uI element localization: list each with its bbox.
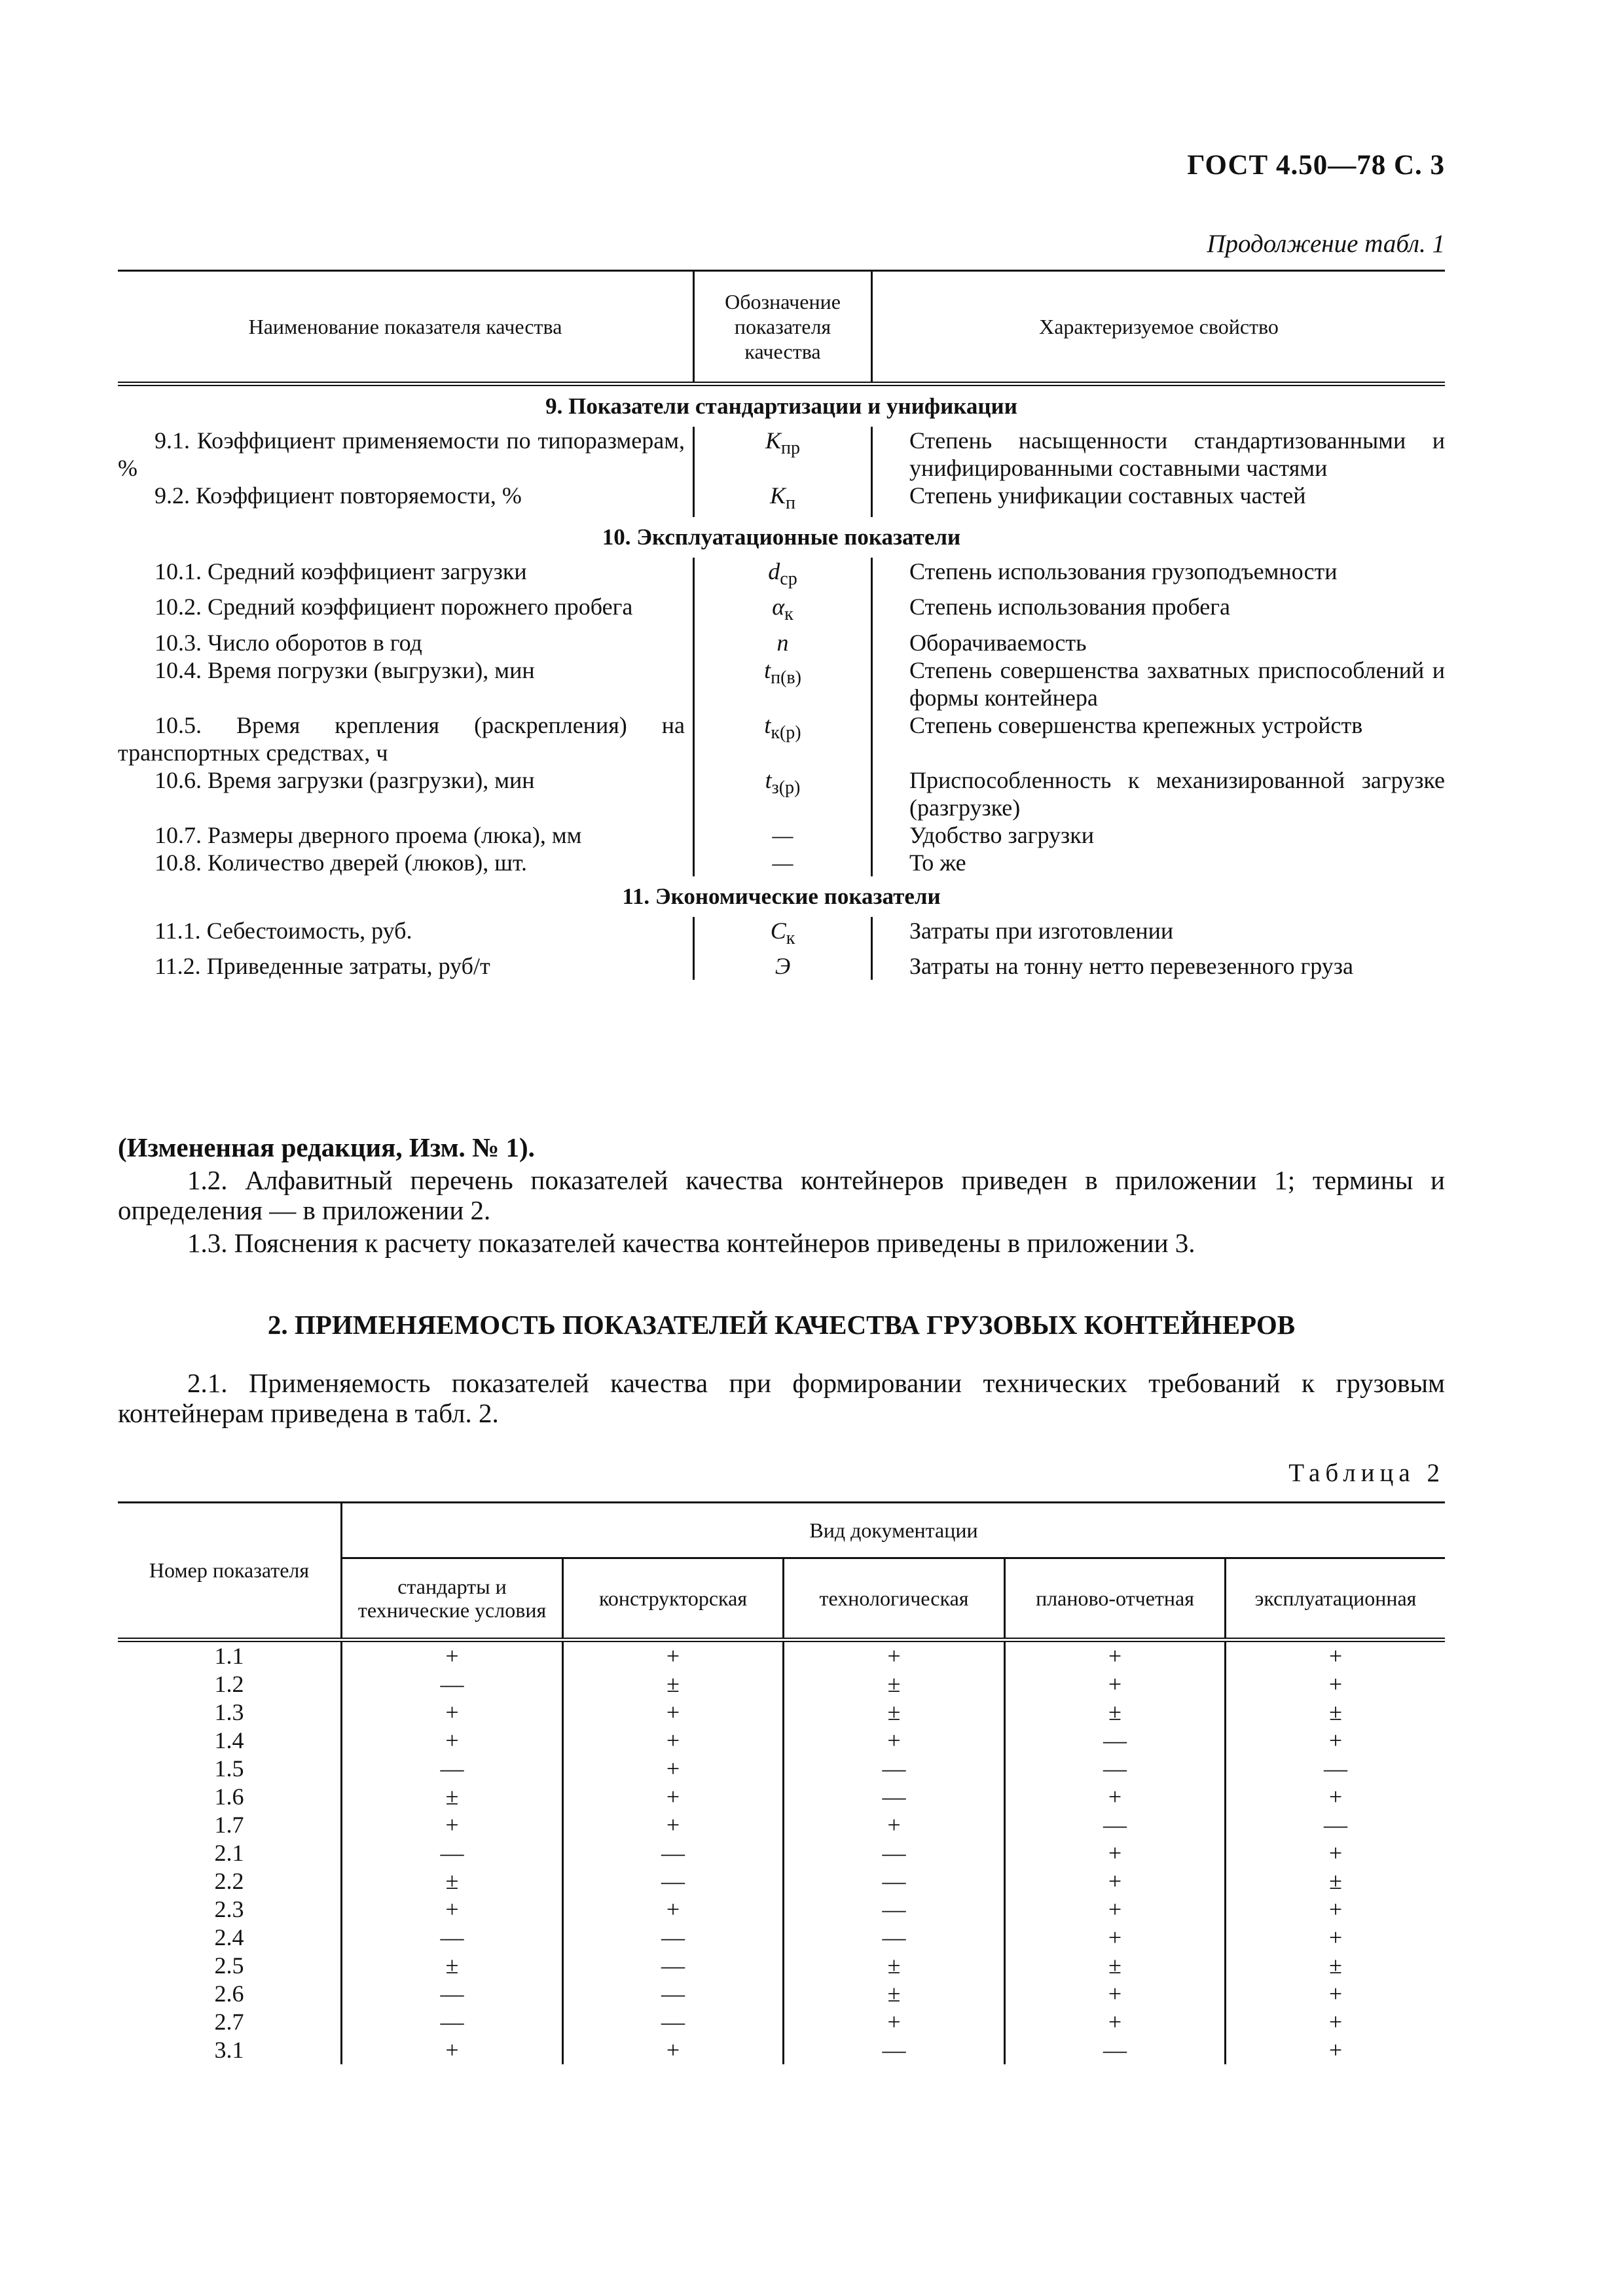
indicator-name: 10.3. Число оборотов в год (155, 629, 422, 656)
applicability-cell: + (1224, 1670, 1445, 1698)
applicability-cell: + (340, 1811, 562, 1839)
indicator-name: 11.1. Себестоимость, руб. (155, 917, 412, 944)
header-name: Наименование показателя качества (248, 315, 562, 338)
applicability-cell: + (1004, 1642, 1224, 1670)
applicability-cell: — (1224, 1755, 1445, 1783)
section-heading: 9. Показатели стандартизации и унификации (545, 393, 1017, 419)
applicability-cell: + (562, 1642, 782, 1670)
header-property: Характеризуемое свойство (1039, 315, 1279, 338)
paragraph-2-1: 2.1. Применяемость показателей качества при формировании технических требований к грузовым контейнерам приведена в табл. 2. (118, 1368, 1445, 1428)
table-row (118, 1895, 1445, 1924)
applicability-cell: ± (782, 1670, 1004, 1698)
header-col-design: конструкторская (562, 1559, 782, 1638)
indicator-symbol (693, 821, 873, 849)
indicator-property: Оборачиваемость (909, 629, 1087, 656)
applicability-cell: + (1224, 2036, 1445, 2064)
symbol-subscript: к(р) (771, 722, 801, 743)
table-1-header (118, 270, 1445, 386)
indicator-name: 10.8. Количество дверей (люков), шт. (155, 849, 527, 876)
symbol-main: d (768, 558, 780, 585)
indicator-symbol (693, 917, 873, 952)
indicator-property: Степень использования грузоподъемности (909, 558, 1338, 585)
indicator-name: 10.2. Средний коэффициент порожнего пробега (155, 594, 633, 620)
indicator-property: Степень совершенства крепежных устройств (909, 711, 1363, 738)
applicability-cell: + (1004, 1895, 1224, 1924)
table-row (118, 593, 1445, 628)
table-row (118, 952, 1445, 980)
indicator-property: Удобство загрузки (909, 821, 1095, 848)
indicator-symbol (693, 558, 873, 593)
applicability-cell: — (562, 1980, 782, 2008)
table-row (118, 766, 1445, 821)
applicability-cell: + (1224, 1783, 1445, 1811)
symbol-main: α (772, 594, 785, 620)
indicator-number: 1.1 (214, 1643, 244, 1669)
applicability-cell: ± (1224, 1952, 1445, 1980)
header-col-standards: стандарты и технические условия (340, 1559, 562, 1638)
symbol-subscript: ср (780, 569, 797, 590)
table-row (118, 2008, 1445, 2036)
symbol-main: t (764, 711, 771, 738)
applicability-cell: + (782, 1727, 1004, 1755)
applicability-cell: + (340, 1727, 562, 1755)
table-1-body (118, 386, 1445, 980)
applicability-cell: — (340, 2008, 562, 2036)
applicability-cell: — (340, 1670, 562, 1698)
applicability-cell: + (1004, 1980, 1224, 2008)
symbol-subscript: п(в) (771, 667, 801, 688)
indicator-name: 9.1. Коэффициент применяемости по типоразмерам, % (118, 427, 685, 481)
table-row (118, 558, 1445, 593)
indicator-number: 1.5 (214, 1755, 244, 1782)
paragraph-1-2: 1.2. Алфавитный перечень показателей качества контейнеров приведен в приложении 1; термины и определения — в приложении 2. (118, 1165, 1445, 1225)
applicability-cell: + (562, 1755, 782, 1783)
indicator-symbol (693, 952, 873, 980)
indicator-property: Степень совершенства захватных приспособлений и формы контейнера (909, 656, 1445, 711)
applicability-cell: ± (782, 1698, 1004, 1727)
applicability-cell: + (1004, 2008, 1224, 2036)
applicability-cell: ± (1004, 1952, 1224, 1980)
applicability-cell: + (1004, 1839, 1224, 1867)
applicability-cell: ± (340, 1867, 562, 1895)
applicability-cell: + (1224, 1839, 1445, 1867)
applicability-cell: + (562, 1811, 782, 1839)
applicability-cell: — (782, 1924, 1004, 1952)
indicator-symbol (693, 629, 873, 656)
applicability-cell: + (562, 1727, 782, 1755)
applicability-cell: — (562, 2008, 782, 2036)
applicability-cell: + (1224, 1642, 1445, 1670)
table-continuation-label: Продолжение табл. 1 (1207, 230, 1445, 258)
table-row (118, 1670, 1445, 1698)
applicability-cell: — (562, 1924, 782, 1952)
applicability-cell: + (340, 1895, 562, 1924)
indicator-number: 2.1 (214, 1840, 244, 1866)
indicator-name: 11.2. Приведенные затраты, руб/т (155, 952, 490, 979)
symbol-main: Э (775, 952, 791, 979)
indicator-symbol (693, 849, 873, 876)
indicator-number: 2.4 (214, 1924, 244, 1950)
applicability-cell: — (340, 1839, 562, 1867)
symbol-main: n (776, 629, 789, 656)
applicability-cell: + (1004, 1924, 1224, 1952)
symbol-subscript: пр (781, 438, 800, 459)
symbol-main: t (765, 766, 772, 793)
indicator-symbol (693, 656, 873, 711)
indicator-number: 1.4 (214, 1727, 244, 1753)
table-2 (118, 1501, 1445, 2064)
header-col-planning: планово-отчетная (1004, 1559, 1224, 1638)
applicability-cell: — (340, 1924, 562, 1952)
applicability-cell: + (1224, 1924, 1445, 1952)
applicability-cell: + (1224, 2008, 1445, 2036)
applicability-cell: + (1224, 1895, 1445, 1924)
table-row (118, 1952, 1445, 1980)
indicator-number: 2.2 (214, 1868, 244, 1894)
applicability-cell: + (562, 2036, 782, 2064)
applicability-cell: + (562, 1783, 782, 1811)
applicability-cell: — (782, 1895, 1004, 1924)
indicator-number: 2.5 (214, 1952, 244, 1979)
table-row (118, 1783, 1445, 1811)
applicability-cell: — (782, 1867, 1004, 1895)
symbol-main: — (772, 821, 793, 848)
applicability-cell: — (562, 1867, 782, 1895)
applicability-cell: — (562, 1952, 782, 1980)
indicator-number: 2.7 (214, 2009, 244, 2035)
table-2-body (118, 1642, 1445, 2064)
indicator-name: 10.6. Время загрузки (разгрузки), мин (155, 766, 535, 793)
symbol-subscript: п (786, 493, 795, 514)
indicator-property: Степень унификации составных частей (909, 482, 1306, 509)
section-heading: 10. Эксплуатационные показатели (602, 524, 961, 550)
header-number: Номер показателя (149, 1558, 310, 1582)
symbol-main: C (770, 917, 786, 944)
applicability-cell: — (782, 1755, 1004, 1783)
applicability-cell: — (782, 1839, 1004, 1867)
applicability-cell: + (782, 1642, 1004, 1670)
applicability-cell: + (782, 2008, 1004, 2036)
indicator-name: 9.2. Коэффициент повторяемости, % (155, 482, 522, 509)
table-row (118, 1698, 1445, 1727)
table-2-header (118, 1501, 1445, 1642)
applicability-cell: ± (562, 1670, 782, 1698)
table-row (118, 1924, 1445, 1952)
table-row (118, 482, 1445, 517)
applicability-cell: + (340, 2036, 562, 2064)
table-row (118, 821, 1445, 849)
symbol-main: K (770, 482, 786, 509)
applicability-cell: ± (1224, 1698, 1445, 1727)
indicator-number: 1.2 (214, 1671, 244, 1697)
applicability-cell: + (1004, 1783, 1224, 1811)
section-2-heading: 2. ПРИМЕНЯЕМОСТЬ ПОКАЗАТЕЛЕЙ КАЧЕСТВА ГРУЗОВЫХ КОНТЕЙНЕРОВ (267, 1310, 1296, 1340)
applicability-cell: — (1224, 1811, 1445, 1839)
symbol-main: t (764, 656, 771, 683)
paragraph-1-3: 1.3. Пояснения к расчету показателей качества контейнеров приведены в приложении 3. (187, 1228, 1195, 1258)
symbol-subscript: к (786, 927, 795, 948)
header-col-operation: эксплуатационная (1224, 1559, 1445, 1638)
applicability-cell: ± (1004, 1698, 1224, 1727)
indicator-number: 1.7 (214, 1812, 244, 1838)
applicability-cell: ± (782, 1952, 1004, 1980)
table-1 (118, 270, 1445, 980)
page-header: ГОСТ 4.50—78 С. 3 (1187, 150, 1445, 181)
table-row (118, 1642, 1445, 1670)
applicability-cell: + (340, 1642, 562, 1670)
applicability-cell: ± (340, 1783, 562, 1811)
table-row (118, 1867, 1445, 1895)
indicator-property: Затраты при изготовлении (909, 917, 1174, 944)
table-row (118, 629, 1445, 656)
indicator-number: 1.3 (214, 1699, 244, 1725)
indicator-property: То же (909, 849, 966, 876)
applicability-cell: + (1004, 1670, 1224, 1698)
applicability-cell: — (1004, 1755, 1224, 1783)
indicator-property: Приспособленность к механизированной загрузке (разгрузке) (909, 766, 1445, 821)
applicability-cell: — (562, 1839, 782, 1867)
table-row (118, 917, 1445, 952)
applicability-cell: + (1224, 1727, 1445, 1755)
table-row (118, 1980, 1445, 2008)
table-row (118, 1727, 1445, 1755)
applicability-cell: — (1004, 1727, 1224, 1755)
header-col-technology: технологическая (782, 1559, 1004, 1638)
indicator-name: 10.5. Время крепления (раскрепления) на транспортных средствах, ч (118, 711, 685, 766)
symbol-subscript: з(р) (771, 777, 801, 798)
applicability-cell: — (340, 1755, 562, 1783)
table-row (118, 711, 1445, 766)
symbol-subscript: к (784, 604, 793, 625)
amendment-note: (Измененная редакция, Изм. № 1). (118, 1132, 535, 1162)
applicability-cell: — (782, 2036, 1004, 2064)
applicability-cell: ± (782, 1980, 1004, 2008)
header-symbol: Обозначение показателя качества (693, 272, 873, 382)
applicability-cell: + (562, 1895, 782, 1924)
indicator-symbol (693, 711, 873, 766)
indicator-name: 10.4. Время погрузки (выгрузки), мин (155, 656, 535, 683)
applicability-cell: + (1224, 1980, 1445, 2008)
indicator-property: Затраты на тонну нетто перевезенного груза (909, 952, 1354, 979)
indicator-symbol (693, 482, 873, 517)
indicator-symbol (693, 593, 873, 628)
table-row (118, 1755, 1445, 1783)
table-row (118, 849, 1445, 876)
indicator-symbol (693, 766, 873, 821)
applicability-cell: ± (340, 1952, 562, 1980)
section-heading: 11. Экономические показатели (622, 883, 941, 909)
applicability-cell: + (340, 1698, 562, 1727)
indicator-property: Степень насыщенности стандартизованными и унифицированными составными частями (909, 427, 1445, 481)
applicability-cell: — (782, 1783, 1004, 1811)
symbol-main: K (765, 427, 782, 454)
indicator-number: 2.3 (214, 1896, 244, 1922)
applicability-cell: — (1004, 1811, 1224, 1839)
table-row (118, 1811, 1445, 1839)
table-row (118, 1839, 1445, 1867)
applicability-cell: — (1004, 2036, 1224, 2064)
applicability-cell: ± (1224, 1867, 1445, 1895)
table-row (118, 2036, 1445, 2064)
table-2-label: Таблица 2 (1288, 1459, 1445, 1487)
symbol-main: — (772, 849, 793, 876)
indicator-number: 3.1 (214, 2037, 244, 2063)
indicator-name: 10.1. Средний коэффициент загрузки (155, 558, 527, 585)
indicator-name: 10.7. Размеры дверного проема (люка), мм (155, 821, 582, 848)
applicability-cell: + (1004, 1867, 1224, 1895)
table-row (118, 427, 1445, 482)
indicator-symbol (693, 427, 873, 482)
indicator-number: 2.6 (214, 1981, 244, 2007)
applicability-cell: + (782, 1811, 1004, 1839)
applicability-cell: + (562, 1698, 782, 1727)
header-doc-type: Вид документации (340, 1503, 1445, 1559)
indicator-property: Степень использования пробега (909, 594, 1231, 620)
table-row (118, 656, 1445, 711)
indicator-number: 1.6 (214, 1784, 244, 1810)
applicability-cell: — (340, 1980, 562, 2008)
